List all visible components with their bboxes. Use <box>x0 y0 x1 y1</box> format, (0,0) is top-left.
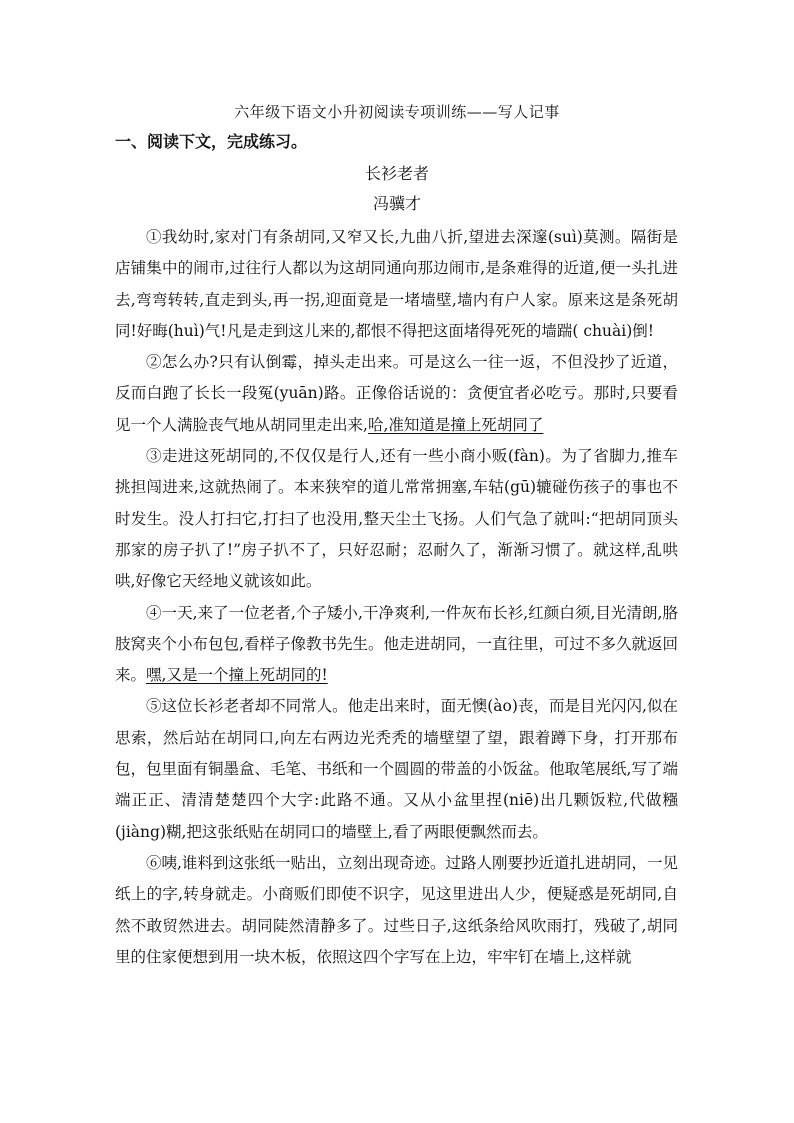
paragraph-text: ②怎么办?只有认倒霉，掉头走出来。可是这么一往一返，不但没抄了近道，反而白跑了长长一段冤(yuān)路。正像俗话说的：贪便宜者必吃亏。那时,只要看见一个人满脸丧气地从胡同里走出来, <box>115 353 678 434</box>
paragraph-4 <box>115 598 678 692</box>
paragraph-5 <box>115 691 678 847</box>
paragraph-2 <box>115 347 678 441</box>
paragraph-6 <box>115 848 678 973</box>
paragraph-text: ③走进这死胡同的,不仅仅是行人,还有一些小商小贩(fàn)。为了省脚力,推车挑担闯进来,这就热闹了。本来狭窄的道儿常常拥塞,车轱(gū)辘碰伤孩子的事也不时发生。没人打扫它,打扫了也没用,整天尘土飞扬。人们气急了就叫:“把胡同顶头那家的房子扒了!”房子扒不了，只好忍耐；忍耐久了，渐渐习惯了。就这样,乱哄哄,好像它天经地义就该如此。 <box>115 447 678 591</box>
paragraph-text: ⑥咦,谁料到这张纸一贴出，立刻出现奇迹。过路人刚要抄近道扎进胡同，一见纸上的字,转身就走。小商贩们即使不识字，见这里进出人少，便疑惑是死胡同,自然不敢贸然进去。胡同陡然清静多了。过些日子,这纸条给风吹雨打，残破了,胡同里的住家便想到用一块木板，依照这四个字写在上边，牢牢钉在墙上,这样就 <box>115 853 678 966</box>
article-author: 冯骥才 <box>372 194 421 213</box>
underlined-sentence: 哈,准知道是撞上死胡同了 <box>367 415 544 434</box>
section-heading: 一、阅读下文，完成练习。 <box>115 132 308 151</box>
paragraph-text: ④一天,来了一位老者,个子矮小,干净爽利,一件灰布长衫,红颜白须,目光清朗,胳肢窝夹个小布包包,看样子像教书先生。他走进胡同，一直往里，可过不多久就返回来。 <box>115 603 678 685</box>
paragraph-1 <box>115 222 678 347</box>
paragraph-text: ①我幼时,家对门有条胡同,又窄又长,九曲八折,望进去深邃(suì)莫测。隔街是店铺集中的闹市,过往行人都以为这胡同通向那边闹市,是条难得的近道,便一头扎进去,弯弯转转,直走到头,再一拐,迎面竟是一堵墙壁,墙内有户人家。原来这是条死胡同!好晦(huì)气!凡是走到这儿来的,都恨不得把这面堵得死死的墙踹( chuài)倒! <box>115 228 678 340</box>
article-body <box>115 222 678 973</box>
paragraph-text: ⑤这位长衫老者却不同常人。他走出来时，面无懊(ào)丧，而是目光闪闪,似在思索，然后站在胡同口,向左右两边光秃秃的墙壁望了望，跟着蹲下身，打开那布包，包里面有铜墨盒、毛笔、书纸和一个圆圆的带盖的小饭盆。他取笔展纸,写了端端正正、清清楚楚四个大字:此路不通。又从小盆里捏(niē)出几颗饭粒,代做糨(jiàng)糊,把这张纸贴在胡同口的墙壁上,看了两眼便飘然而去。 <box>115 697 678 841</box>
article-title: 长衫老者 <box>364 164 429 183</box>
paragraph-3 <box>115 441 678 597</box>
document-title: 六年级下语文小升初阅读专项训练——写人记事 <box>234 103 560 121</box>
underlined-sentence: 嘿,又是一个撞上死胡同的! <box>146 666 328 685</box>
